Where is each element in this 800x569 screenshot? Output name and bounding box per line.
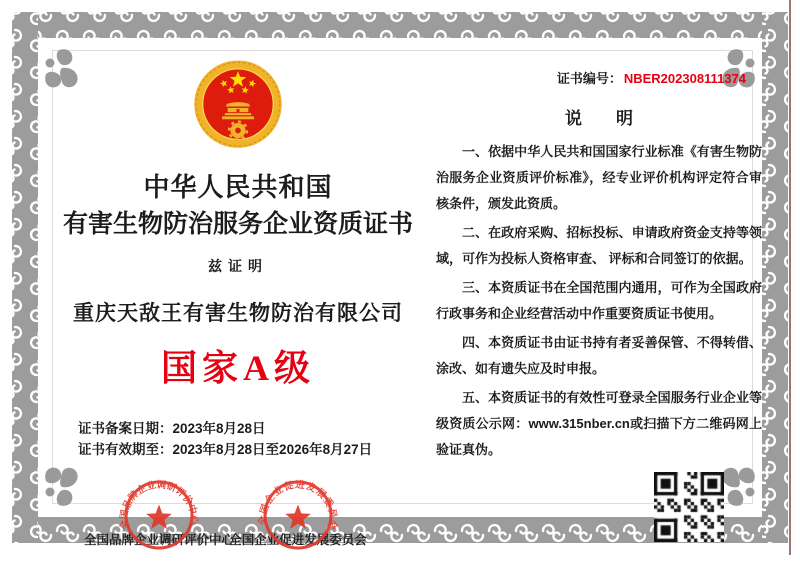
seal-arc-text: 全国品牌企业调研评价中心 [118,479,200,531]
certificate-number-label: 证书编号： [556,71,622,86]
qr-code [654,472,724,542]
official-seal-icon [256,473,340,557]
scan-edge-line [789,0,791,555]
validity-value: 2023年8月28日至2026年8月27日 [172,442,373,457]
record-date-label: 证书备案日期： [78,421,173,436]
note-item-5: 五、本资质证书的有效性可登录全国服务行业企业等级资质公示网：www.315nber.cn或扫描下方二维码网上验证真伪。 [436,390,762,457]
validity-label: 证书有效期至： [78,442,173,457]
seal-issuer-name: 全国企业促进发展委员会 [229,533,367,547]
company-name: 重庆天敌王有害生物防治有限公司 [73,302,403,325]
official-seal-icon [117,473,201,557]
certificate-number [436,68,762,87]
title-certificate: 有害生物防治服务企业资质证书 [62,210,413,238]
note-item-2: 二、在政府采购、招标投标、申请政府资金支持等领域，可作为投标人资格审查、 评标和合同签订的依据。 [436,225,762,266]
national-emblem-icon [191,58,285,156]
certificate-number-value: NBER202308111374 [623,71,746,86]
notes-body [436,139,762,463]
validity-row [78,439,424,460]
note-item-3: 三、本资质证书在全国范围内通用，可作为全国政府行政事务和企业经营活动中作重要资质证书使用。 [436,280,762,321]
certificate-main [52,50,424,569]
grade-text: 国家A级 [161,348,315,388]
notes-title: 说 明 [565,109,633,128]
note-item-4: 四、本资质证书由证书持有者妥善保管、不得转借、涂改、如有遗失应及时申报。 [436,335,762,376]
note-item-1: 一、依据中华人民共和国国家行业标准《有害生物防治服务企业资质评价标准》，经专业评价机构评定符合审核条件，颁发此资质。 [436,144,762,211]
seal-issuer-name: 全国品牌企业调研评价中心 [83,533,235,547]
record-date-row [78,418,424,439]
certify-label: 兹证明 [208,258,268,274]
certificate-notes [436,60,762,542]
title-country: 中华人民共和国 [143,172,333,202]
seal-arc-text: 全国企业促进发展委员会 [257,479,339,532]
certificate-dates [78,418,424,460]
record-date-value: 2023年8月28日 [172,421,266,436]
